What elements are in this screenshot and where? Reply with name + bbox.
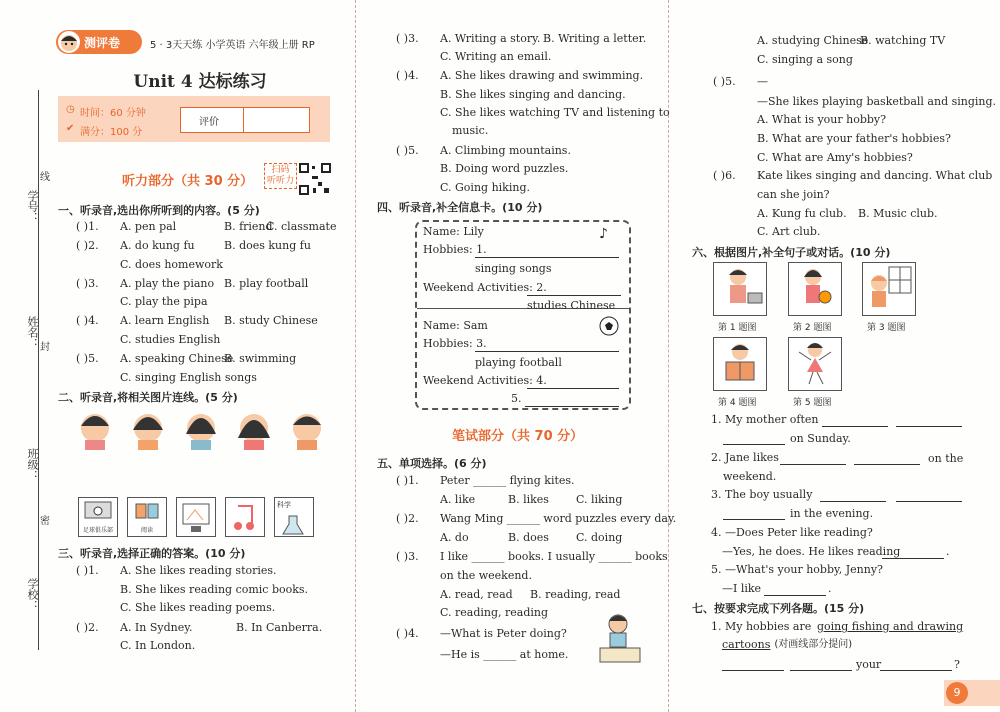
line-mark: 线 <box>40 172 50 183</box>
score-icon: ✔ <box>66 123 75 134</box>
section-5-title: 五、单项选择。(6 分) <box>377 457 487 470</box>
s1-q4-a: A. learn English <box>120 314 210 327</box>
s1-q1-num[interactable]: ( )1. <box>76 220 99 233</box>
s6-q1-blank-c[interactable] <box>723 431 785 445</box>
s5-q6-c: C. Art club. <box>757 225 821 238</box>
caption-pic-4: 第 4 题图 <box>718 398 757 408</box>
s3-q4-c: C. She likes watching TV and listening to <box>440 106 670 119</box>
s6-q5-text: 5. —What's your hobby, Jenny? <box>711 563 883 576</box>
s1-q2-c: C. does homework <box>120 258 223 271</box>
s6-q5-text-b: —I like <box>722 582 762 595</box>
qr-caption-1: 扫码 <box>271 165 290 175</box>
s1-q2-num[interactable]: ( )2. <box>76 239 99 252</box>
s6-q4-blank[interactable] <box>882 545 944 559</box>
caption-pic-5: 第 5 题图 <box>793 398 832 408</box>
s5-q2-b: B. does <box>508 531 549 544</box>
card1-hobby-text: singing songs <box>475 262 552 275</box>
s1-q1-c: C. classmate <box>266 220 337 233</box>
s7-q1-blank-a[interactable] <box>722 657 784 671</box>
children-faces-icon <box>78 406 338 452</box>
pic-q5-dancing <box>788 337 842 391</box>
dense-mark: 密 <box>40 516 50 527</box>
qr-code-icon[interactable] <box>298 162 332 196</box>
pic-science <box>274 497 314 537</box>
s3-q4-b: B. She likes singing and dancing. <box>440 88 626 101</box>
s7-q1-text-end: your <box>856 658 882 671</box>
s3-q1-a: A. She likes reading stories. <box>120 564 277 577</box>
section-4-title: 四、听录音,补全信息卡。(10 分) <box>377 201 543 214</box>
s3-q5-a: A. Climbing mountains. <box>440 144 571 157</box>
card2-hobby-text: playing football <box>475 356 562 369</box>
pic-1-label: 足球俱乐部 <box>82 527 113 534</box>
s6-q2-blank-b[interactable] <box>854 451 920 465</box>
s5-q4-stem: —What is Peter doing? <box>440 627 567 640</box>
s1-q5-num[interactable]: ( )5. <box>76 352 99 365</box>
s5-q1-num[interactable]: ( )1. <box>396 474 419 487</box>
music-note-icon: ♪ <box>599 226 608 242</box>
s1-q4-b: B. study Chinese <box>224 314 318 327</box>
s5-q6-b: B. Music club. <box>858 207 938 220</box>
seat-label: 学号： <box>26 190 39 223</box>
s3-q1-c: C. She likes reading poems. <box>120 601 276 614</box>
class-label: 班级： <box>26 448 39 481</box>
s3-q3-b: B. Writing a letter. <box>543 32 647 45</box>
s6-q1-blank-b[interactable] <box>896 413 962 427</box>
s5-q5-c: C. What are Amy's hobbies? <box>757 151 913 164</box>
pic-q3-boy-window <box>862 262 916 316</box>
s5-q3-stem-cont: on the weekend. <box>440 569 532 582</box>
s6-q4-text: 4. —Does Peter like reading? <box>711 526 873 539</box>
card1-name: Name: Lily <box>423 225 484 238</box>
s6-q2-text: 2. Jane likes <box>711 451 779 464</box>
series-title: 5 · 3天天练 小学英语 六年级上册 RP <box>150 40 315 51</box>
score-label: 满分：100 分 <box>80 127 143 138</box>
s5-q4-num[interactable]: ( )4. <box>396 627 419 640</box>
s1-q1-a: A. pen pal <box>120 220 177 233</box>
s6-q1-blank-a[interactable] <box>822 413 888 427</box>
s7-q1-blank-b[interactable] <box>790 657 852 671</box>
card1-blank-2[interactable] <box>527 282 621 296</box>
s3-q4-a: A. She likes drawing and swimming. <box>440 69 644 82</box>
s5-q3-a: A. read, read <box>440 588 513 601</box>
pic-football-club <box>78 497 118 537</box>
pic-q4-reading <box>713 337 767 391</box>
caption-pic-1: 第 1 题图 <box>718 323 757 333</box>
s1-q4-num[interactable]: ( )4. <box>76 314 99 327</box>
football-icon <box>599 316 619 339</box>
s1-q5-b: B. swimming <box>224 352 297 365</box>
s1-q5-a: A. speaking Chinese <box>120 352 234 365</box>
section-2-title: 二、听录音,将相关图片连线。(5 分) <box>58 391 238 404</box>
card2-blank-4[interactable] <box>527 375 619 389</box>
name-label: 姓名： <box>26 316 39 349</box>
section-1-title: 一、听录音,选出你所听到的内容。(5 分) <box>58 204 260 217</box>
s6-q5-blank[interactable] <box>764 582 826 596</box>
s3-q1-b: B. She likes reading comic books. <box>120 583 309 596</box>
section-3-title: 三、听录音,选择正确的答案。(10 分) <box>58 547 246 560</box>
s6-q3-text: 3. The boy usually <box>711 488 813 501</box>
s5-q3-b: B. reading, read <box>530 588 621 601</box>
section-7-title: 七、按要求完成下列各题。(15 分) <box>692 602 865 615</box>
s7-q1-text: 1. My hobbies are <box>711 620 812 633</box>
s1-q3-c: C. play the pipa <box>120 295 208 308</box>
s6-q5-period: . <box>828 582 832 595</box>
section-6-title: 六、根据图片,补全句子或对话。(10 分) <box>692 246 891 259</box>
card1-hobbies-label: Hobbies: 1. <box>423 243 487 256</box>
s3-q3-num[interactable]: ( )3. <box>396 32 419 45</box>
clock-icon: ◷ <box>66 104 75 115</box>
card2-name: Name: Sam <box>423 319 488 332</box>
s1-q3-b: B. play football <box>224 277 309 290</box>
s5-q6-stem: Kate likes singing and dancing. What club <box>757 169 993 182</box>
s5-q1-stem: Peter ______ flying kites. <box>440 474 575 487</box>
s5-q1-b: B. likes <box>508 493 549 506</box>
s5-q2-num[interactable]: ( )2. <box>396 512 419 525</box>
s3-q4-c-cont: music. <box>452 124 489 137</box>
s7-q1-question-mark: ? <box>954 658 960 671</box>
s3-q2-num[interactable]: ( )2. <box>76 621 99 634</box>
s3-q4-num[interactable]: ( )4. <box>396 69 419 82</box>
s5-q2-c: C. doing <box>576 531 623 544</box>
page-title: Unit 4 达标练习 <box>133 72 267 92</box>
info-box <box>58 96 330 142</box>
qr-caption <box>264 163 297 189</box>
s3-q3-a: A. Writing a story. <box>440 32 541 45</box>
column-divider-1 <box>355 0 356 712</box>
s3-q1-num[interactable]: ( )1. <box>76 564 99 577</box>
s6-q2-text-mid: on the <box>928 452 964 465</box>
s1-q5-c: C. singing English songs <box>120 371 257 384</box>
s5-q2-a: A. do <box>440 531 469 544</box>
s5-q4-b: B. watching TV <box>860 34 946 47</box>
s3-q3-c: C. Writing an email. <box>440 50 552 63</box>
card2-blank-3[interactable] <box>475 338 619 352</box>
s6-q2-blank-a[interactable] <box>780 451 846 465</box>
s5-q4-c: C. singing a song <box>757 53 853 66</box>
s6-q1-text: 1. My mother often <box>711 413 819 426</box>
page-tab <box>944 680 1000 706</box>
time-label: 时间：60 分钟 <box>80 108 146 119</box>
s5-q6-a: A. Kung fu club. <box>757 207 847 220</box>
qr-caption-2: 听听力 <box>267 176 295 186</box>
pic-music <box>225 497 265 537</box>
caption-pic-2: 第 2 题图 <box>793 323 832 333</box>
s1-q2-a: A. do kung fu <box>120 239 195 252</box>
card1-blank-1[interactable] <box>475 244 619 258</box>
s3-q5-b: B. Doing word puzzles. <box>440 162 569 175</box>
s5-q5-num[interactable]: ( )5. <box>713 75 736 88</box>
written-section-title: 笔试部分（共 70 分） <box>452 429 584 444</box>
s1-q4-c: C. studies English <box>120 333 221 346</box>
card1-weekend-text: studies Chinese <box>527 299 616 312</box>
card2-weekend-label: Weekend Activities: 4. <box>423 374 547 387</box>
pic-drawing <box>176 497 216 537</box>
test-badge <box>56 30 142 54</box>
pic-5-label: 科学 <box>277 501 291 509</box>
school-label: 学校： <box>26 578 39 611</box>
s6-q3-blank-a[interactable] <box>820 488 886 502</box>
s5-q2-stem: Wang Ming ______ word puzzles every day. <box>440 512 677 525</box>
pic-2-label: 阅读 <box>140 527 153 534</box>
s3-q2-b: B. In Canberra. <box>236 621 323 634</box>
eval-box <box>180 107 310 133</box>
s6-q4-text-b: —Yes, he does. He likes reading <box>722 545 901 558</box>
s5-q5-stem: — <box>757 75 768 88</box>
caption-pic-3: 第 3 题图 <box>867 323 906 333</box>
pic-q1-cooking <box>713 262 767 316</box>
card1-weekend-label: Weekend Activities: 2. <box>423 281 547 294</box>
pic-q2-basketball <box>788 262 842 316</box>
s7-q1-note: . (对画线部分提问) <box>768 639 853 650</box>
s5-q5-stem-cont: —She likes playing basketball and singing. <box>757 95 997 108</box>
s5-q6-stem-cont: can she join? <box>757 188 830 201</box>
mascot-icon <box>58 31 80 53</box>
s5-q5-a: A. What is your hobby? <box>757 113 887 126</box>
s3-q2-c: C. In London. <box>120 639 196 652</box>
s1-q2-b: B. does kung fu <box>224 239 311 252</box>
s7-q1-blank-c[interactable] <box>880 657 952 671</box>
s1-q3-num[interactable]: ( )3. <box>76 277 99 290</box>
s5-q4-a: A. studying Chinese <box>757 34 869 47</box>
info-card <box>415 220 631 410</box>
badge-label: 测评卷 <box>84 36 121 50</box>
s5-q3-c: C. reading, reading <box>440 606 549 619</box>
card2-blank-5[interactable] <box>525 393 619 407</box>
s5-q3-num[interactable]: ( )3. <box>396 550 419 563</box>
s6-q3-text-end: in the evening. <box>790 507 874 520</box>
seal-mark: 封 <box>40 342 50 353</box>
eval-label: 评价 <box>199 117 219 128</box>
s5-q1-a: A. like <box>440 493 476 506</box>
s1-q1-b: B. friend <box>224 220 273 233</box>
s5-q3-stem: I like ______ books. I usually ______ books <box>440 550 668 563</box>
s5-q6-num[interactable]: ( )6. <box>713 169 736 182</box>
s6-q2-text-end: weekend. <box>723 470 777 483</box>
s7-q1-underlined-2: cartoons <box>722 638 771 651</box>
listening-section-title: 听力部分（共 30 分） <box>122 174 254 189</box>
s5-q5-b: B. What are your father's hobbies? <box>757 132 951 145</box>
s3-q2-a: A. In Sydney. <box>120 621 193 634</box>
s6-q4-period: . <box>946 545 950 558</box>
card2-five-label: 5. <box>511 392 522 405</box>
s5-q1-c: C. liking <box>576 493 623 506</box>
s7-q1-underlined: going fishing and drawing <box>817 620 964 633</box>
s6-q1-text-end: on Sunday. <box>790 432 851 445</box>
card2-hobbies-label: Hobbies: 3. <box>423 337 487 350</box>
s6-q3-blank-b[interactable] <box>896 488 962 502</box>
s1-q3-a: A. play the piano <box>120 277 215 290</box>
s5-q4-stem-cont: —He is ______ at home. <box>440 648 569 661</box>
page-number: 9 <box>946 682 968 704</box>
s6-q3-blank-c[interactable] <box>723 506 785 520</box>
boy-studying-icon <box>596 610 644 666</box>
s3-q5-num[interactable]: ( )5. <box>396 144 419 157</box>
pic-reading <box>127 497 167 537</box>
s3-q5-c: C. Going hiking. <box>440 181 530 194</box>
